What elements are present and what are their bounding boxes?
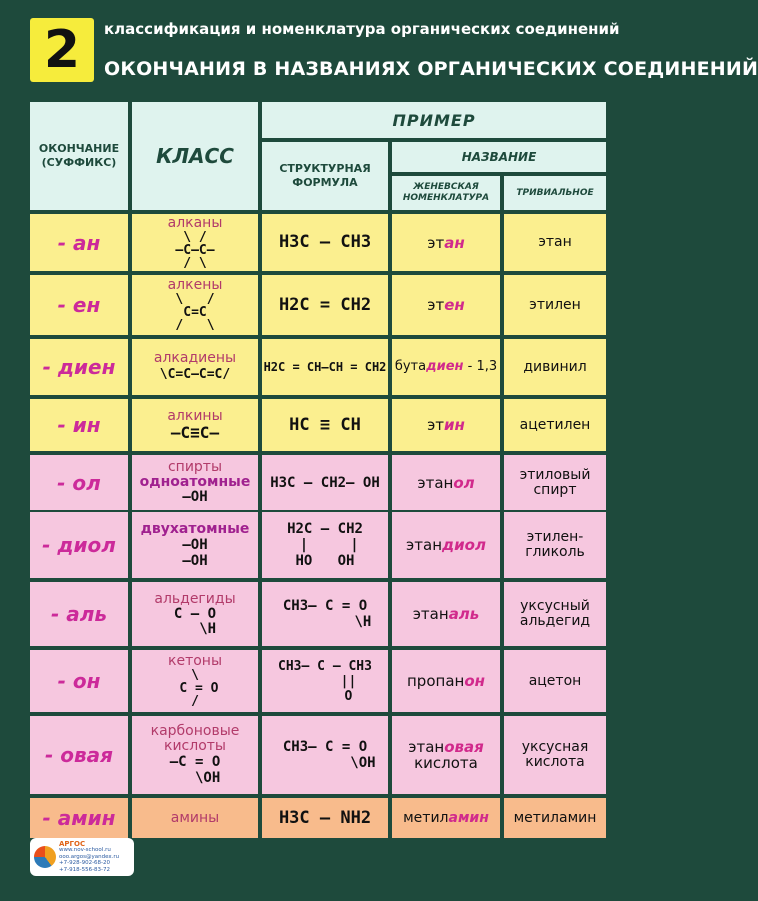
geneva-name: этанол xyxy=(417,473,475,492)
page-title: ОКОНЧАНИЯ В НАЗВАНИЯХ ОРГАНИЧЕСКИХ СОЕДИНЕНИЙ xyxy=(104,58,758,80)
trivial-name: этан xyxy=(538,234,572,250)
header-suffix: ОКОНЧАНИЕ (СУФФИКС) xyxy=(30,102,128,210)
class-label: алканы xyxy=(167,214,223,231)
header-formula: СТРУКТУРНАЯ ФОРМУЛА xyxy=(262,142,388,210)
structural-formula: CH3— C — CH3 || O xyxy=(278,658,372,704)
geneva-name: этан xyxy=(427,233,465,252)
class-formula: \ C = O / xyxy=(179,668,219,709)
class-label: кетоны xyxy=(168,653,222,669)
geneva-name: этановая кислота xyxy=(408,738,484,772)
page-number-badge xyxy=(30,18,94,82)
trivial-name: уксусный альдегид xyxy=(519,598,591,629)
class-label: алкадиены xyxy=(153,349,237,366)
trivial-name: уксусная кислота xyxy=(521,739,589,770)
logo-mark-icon xyxy=(34,846,56,868)
suffix: - он xyxy=(57,669,101,693)
class-formula: —OH xyxy=(182,489,208,505)
trivial-name: ацетон xyxy=(528,672,582,689)
structural-formula: H2C = CH—CH = CH2 xyxy=(263,360,387,374)
suffix: - ол xyxy=(57,470,101,495)
structural-formula: CH3— C = O \H xyxy=(282,598,372,630)
class-formula: —C = O \OH xyxy=(169,754,221,786)
class-formula: —C≡C— xyxy=(170,422,220,442)
structural-formula: CH3— C = O \OH xyxy=(282,739,376,771)
suffix: - овая xyxy=(45,743,113,767)
header-geneva: ЖЕНЕВСКАЯ НОМЕНКЛАТУРА xyxy=(392,176,500,210)
suffix: - диол xyxy=(42,533,116,557)
page-subtitle: классификация и номенклатура органических соединений xyxy=(104,20,620,38)
structural-formula: H2C — CH2 | | HO OH xyxy=(287,521,363,569)
header-name: НАЗВАНИЕ xyxy=(392,142,606,172)
suffix: - ан xyxy=(57,230,101,255)
trivial-name: метиламин xyxy=(513,809,597,826)
geneva-name: этаналь xyxy=(412,605,480,623)
trivial-name: этилен xyxy=(529,296,581,313)
class-label: алкены xyxy=(167,277,223,293)
row-divider xyxy=(30,510,606,512)
trivial-name: дивинил xyxy=(523,358,587,375)
structural-formula: HC ≡ CH xyxy=(289,414,361,435)
trivial-name: этилен- гликоль xyxy=(525,529,585,560)
suffix: - ен xyxy=(57,293,101,317)
suffix: - диен xyxy=(42,355,116,379)
geneva-name: этен xyxy=(427,296,465,314)
trivial-name: ацетилен xyxy=(519,416,591,433)
suffix: - аль xyxy=(50,602,108,626)
publisher-logo xyxy=(30,838,134,876)
page-number: 2 xyxy=(43,20,81,80)
class-label: карбоновые кислоты xyxy=(150,723,240,754)
class-formula: —OH —OH xyxy=(182,536,208,569)
class-formula: \ / C=C / \ xyxy=(175,292,215,333)
geneva-name: бутадиен - 1,3 xyxy=(394,359,498,374)
suffix: - амин xyxy=(42,806,116,830)
class-label-sub: двухатомные xyxy=(140,520,250,537)
header-example: ПРИМЕР xyxy=(262,102,606,138)
geneva-name: метиламин xyxy=(403,810,489,826)
structural-formula: H2C = CH2 xyxy=(278,294,372,315)
geneva-name: этандиол xyxy=(406,536,486,554)
structural-formula: H3C — CH3 xyxy=(278,232,372,252)
class-label: альдегиды xyxy=(154,590,236,607)
geneva-name: этин xyxy=(427,416,465,434)
class-label-sub: одноатомные xyxy=(139,474,251,490)
trivial-name: этиловый спирт xyxy=(519,466,591,498)
header-class: КЛАСС xyxy=(132,102,258,210)
structural-formula: H3C — CH2— OH xyxy=(270,474,380,491)
class-formula: C — O \H xyxy=(173,605,217,637)
class-label: спирты xyxy=(167,459,223,475)
logo-text: АРГОС www.nov-school.ru ooo.argos@yandex.ru +7-928-902-68-20 +7-918-556-83-72 xyxy=(59,839,120,873)
class-formula: \C=C—C=C/ xyxy=(159,366,231,382)
geneva-name: пропанон xyxy=(407,672,485,690)
header-trivial: ТРИВИАЛЬНОЕ xyxy=(504,176,606,210)
class-label: амины xyxy=(170,809,220,826)
class-formula: \ / —C—C— / \ xyxy=(175,229,215,271)
class-label: алкины xyxy=(167,407,223,424)
suffix: - ин xyxy=(57,413,101,437)
structural-formula: H3C — NH2 xyxy=(278,807,372,828)
